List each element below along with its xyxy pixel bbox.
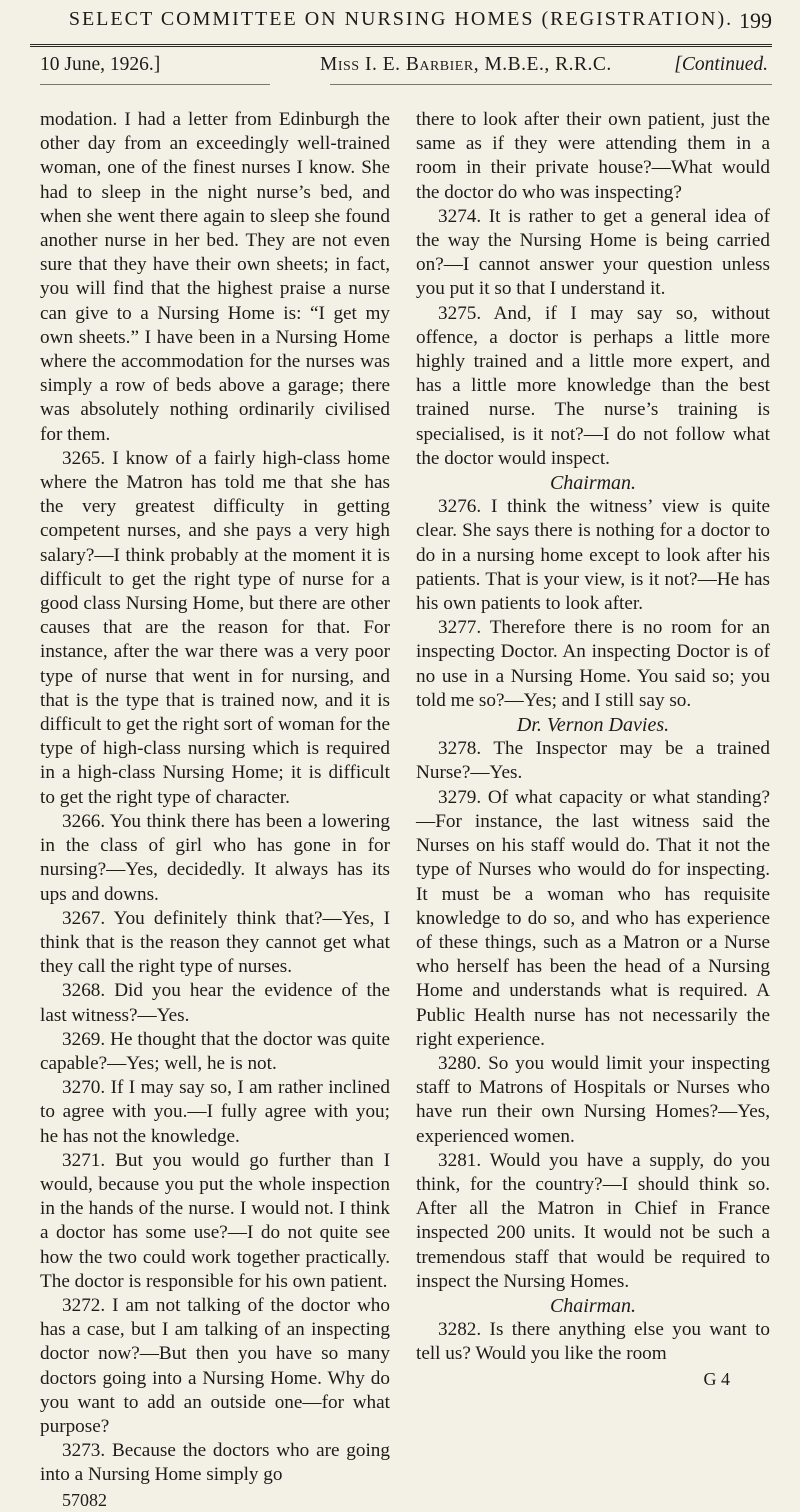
question-3266: 3266. You think there has been a lowering in the class of girl who has gone in for nursing?—Yes, decidedly. It always has its ups and downs. [40, 810, 390, 905]
question-3279: 3279. Of what capacity or what standing?—For instance, the last witness said the Nurses on his staff would do. That it not the type of Nurses who would do for inspecting. It must be a woman who has requisite knowledge to do so, and who has experience of these things, such as a Matron or a Nurse who herself has been the head of a Nursing Home and understands what is required. A Public Health nurse has not necessarily the right experience. [416, 786, 770, 1050]
subheader-rule-left [40, 84, 270, 85]
question-3278: 3278. The Inspector may be a trained Nurse?—Yes. [416, 738, 770, 784]
question-3277: 3277. Therefore there is no room for an inspecting Doctor. An inspecting Doctor is of no use in a Nursing Home. You said so; you told me so?—Yes; and I still say so. [416, 617, 770, 711]
question-3282: 3282. Is there anything else you want to tell us? Would you like the room [416, 1319, 770, 1365]
right-column [416, 108, 770, 1391]
paragraph-continued-right: there to look after their own patient, just the same as if they were attending them in a room in their private house?—What would the doctor do who was inspecting? [416, 109, 770, 203]
paragraph-continued: modation. I had a letter from Edinburgh the other day from an exceedingly well-trained woman, one of the finest nurses I know. She had to sleep in the night nurse’s bed, and when she went there again to sleep she found another nurse in her bed. They are not even sure that they have their own sheets; in fact, you will find that the highest praise a nurse can give to a Nursing Home is: “I get my own sheets.” I have been in a Nursing Home where the accommodation for the nurses was simply a row of beds above a garage; there was absolutely nothing ordinarily civilised for them. [40, 109, 390, 445]
header-title: SELECT COMMITTEE ON NURSING HOMES (REGISTRATION). [68, 8, 734, 30]
print-code: 57082 [62, 1489, 107, 1510]
question-3272: 3272. I am not talking of the doctor who has a case, but I am talking of an inspecting doctor now?—But then you have so many doctors going into a Nursing Home. Why do you want to add an outside one—for what purpose? [40, 1294, 390, 1437]
running-header [30, 8, 772, 31]
question-3271: 3271. But you would go further than I would, because you put the whole inspection in the hands of the nurse. I would not. I think a doctor has some use?—I do not quite see how the two could work together practically. The doctor is responsible for his own patient. [40, 1149, 390, 1292]
question-3267: 3267. You definitely think that?—Yes, I think that is the reason they cannot get what they call the right type of nurses. [40, 907, 390, 978]
speaker-heading: Dr. Vernon Davies. [516, 714, 670, 737]
header-rule [30, 44, 772, 47]
speaker-heading: Chairman. [549, 1294, 637, 1317]
subheader-rule-right [330, 84, 772, 85]
question-3265: 3265. I know of a fairly high-class home where the Matron has told me that she has the very greatest difficulty in getting competent nurses, and she pays a very high salary?—I think probably at the moment it is difficult to get the right type of nurse for a good class Nursing Home, but there are other causes that are the reason for that. For instance, after the war there was a very poor type of nurse that went in for nursing, and that is the type that is trained now, and it is difficult to get the right sort of woman for the type of high-class nursing which is required in a high-class Nursing Home; it is difficult to get the right type of character. [40, 447, 390, 808]
sitting-date: 10 June, 1926.] [40, 54, 161, 75]
question-3270: 3270. If I may say so, I am rather inclined to agree with you.—I fully agree with you; he has not the knowledge. [40, 1077, 390, 1147]
question-3275: 3275. And, if I may say so, without offence, a doctor is perhaps a little more highly trained and a little more expert, and has a little more knowledge than the best trained nurse. The nurse’s training is specialised, is it not?—I do not follow what the doctor would inspect. [416, 302, 770, 469]
question-3268: 3268. Did you hear the evidence of the last witness?—Yes. [40, 980, 390, 1026]
witness-qualifications: M.B.E., R.R.C. [484, 54, 612, 75]
question-3269: 3269. He thought that the doctor was quite capable?—Yes; well, he is not. [40, 1028, 390, 1074]
page-number: 199 [739, 8, 772, 33]
signature-mark: G 4 [703, 1368, 730, 1389]
question-3273: 3273. Because the doctors who are going into a Nursing Home simply go [40, 1440, 390, 1486]
continued-marker: [Continued. [674, 54, 768, 75]
witness-line [320, 54, 612, 76]
question-3274: 3274. It is rather to get a general idea of the way the Nursing Home is being carried on?—I cannot answer your question unless you put it so that I understand it. [416, 205, 770, 300]
speaker-heading: Chairman. [549, 472, 637, 495]
question-3276: 3276. I think the witness’ view is quite clear. She says there is nothing for a doctor to do in a nursing home except to look after his patients. That is your view, is it not?—He has his own patients to look after. [416, 496, 770, 615]
question-3281: 3281. Would you have a supply, do you think, for the country?—I should think so. After all the Matron in Chief in France inspected 200 units. It would not be such a tremendous staff that would be required to inspect the Nursing Homes. [416, 1149, 770, 1292]
question-3280: 3280. So you would limit your inspecting staff to Matrons of Hospitals or Nurses who have run their own Nursing Homes?—Yes, experienced women. [416, 1052, 770, 1147]
left-column [40, 108, 390, 1512]
witness-name: Miss I. E. Barbier, [320, 54, 480, 75]
